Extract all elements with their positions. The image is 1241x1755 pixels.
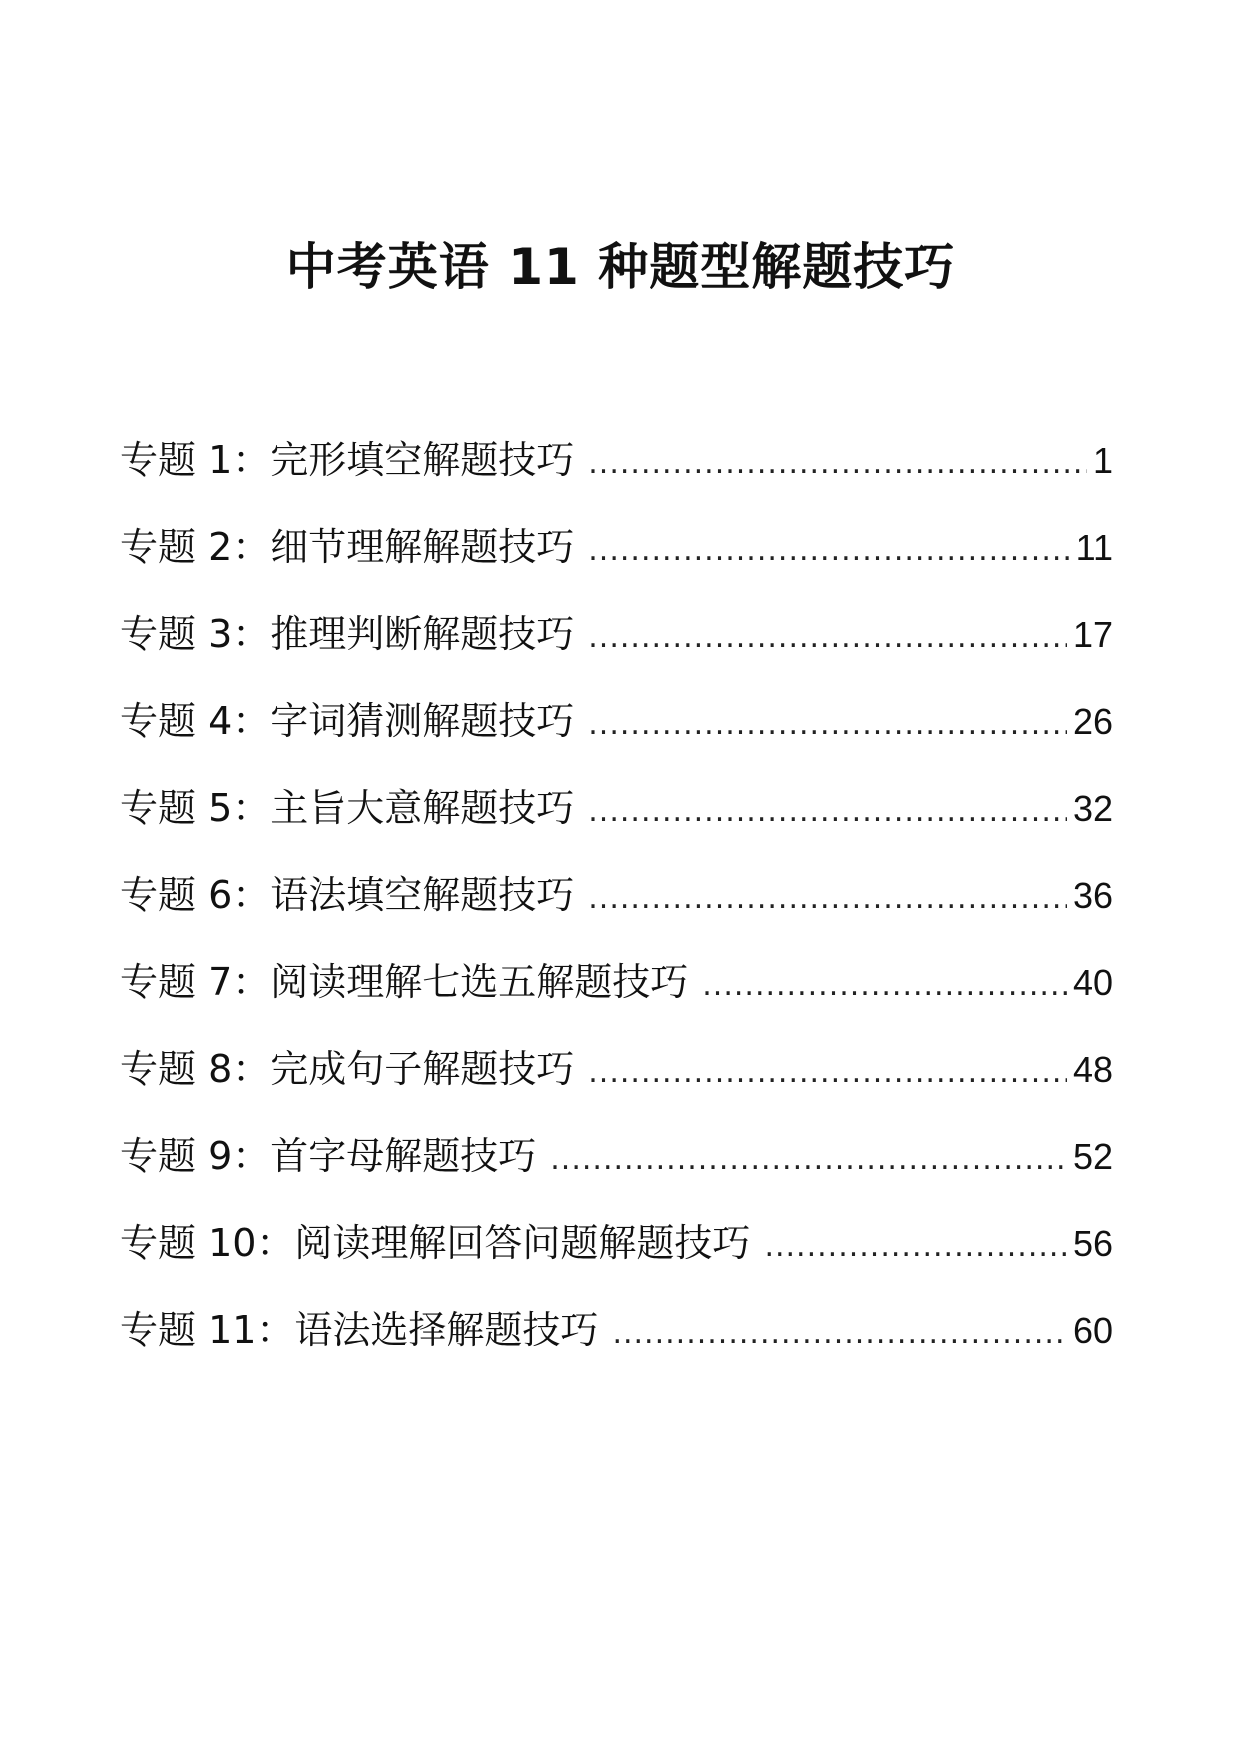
toc-page-number: 48 bbox=[1072, 1049, 1113, 1090]
toc-entry-label: 专题 9：首字母解题技巧 bbox=[120, 1134, 537, 1178]
toc-entry-1[interactable] bbox=[120, 430, 1113, 517]
toc-entry-10[interactable] bbox=[120, 1213, 1113, 1300]
toc-dot-leader bbox=[588, 1043, 1067, 1103]
toc-entry-7[interactable] bbox=[120, 952, 1113, 1039]
toc-dot-leader bbox=[588, 608, 1067, 668]
toc-page-number: 40 bbox=[1072, 962, 1113, 1003]
toc-entry-label: 专题 6：语法填空解题技巧 bbox=[120, 873, 575, 917]
toc-page-number: 17 bbox=[1072, 614, 1113, 655]
toc-dot-leader bbox=[588, 869, 1067, 929]
toc-entry-11[interactable] bbox=[120, 1300, 1113, 1387]
toc-entry-4[interactable] bbox=[120, 691, 1113, 778]
toc-entry-5[interactable] bbox=[120, 778, 1113, 865]
toc-page-number: 11 bbox=[1075, 527, 1113, 568]
toc-page-number: 36 bbox=[1072, 875, 1113, 916]
toc-page-number: 26 bbox=[1072, 701, 1113, 742]
toc-entry-label: 专题 8：完成句子解题技巧 bbox=[120, 1047, 575, 1091]
toc-entry-label: 专题 10：阅读理解回答问题解题技巧 bbox=[120, 1221, 751, 1265]
toc-entry-label: 专题 11：语法选择解题技巧 bbox=[120, 1308, 599, 1352]
toc-entry-9[interactable] bbox=[120, 1126, 1113, 1213]
toc-entry-label: 专题 1：完形填空解题技巧 bbox=[120, 438, 575, 482]
toc-dot-leader bbox=[588, 434, 1087, 494]
toc-page-number: 60 bbox=[1072, 1310, 1113, 1351]
toc-dot-leader bbox=[550, 1130, 1067, 1190]
toc-entry-label: 专题 2：细节理解解题技巧 bbox=[120, 525, 575, 569]
toc-page-number: 32 bbox=[1072, 788, 1113, 829]
document-title: 中考英语 11 种题型解题技巧 bbox=[285, 238, 956, 296]
toc-entry-3[interactable] bbox=[120, 604, 1113, 691]
toc-dot-leader bbox=[588, 521, 1069, 581]
toc-entry-6[interactable] bbox=[120, 865, 1113, 952]
toc-entry-label: 专题 5：主旨大意解题技巧 bbox=[120, 786, 575, 830]
table-of-contents bbox=[120, 430, 1113, 1387]
toc-page-number: 1 bbox=[1092, 440, 1113, 481]
toc-page-number: 56 bbox=[1072, 1223, 1113, 1264]
toc-entry-label: 专题 4：字词猜测解题技巧 bbox=[120, 699, 575, 743]
toc-dot-leader bbox=[612, 1304, 1067, 1364]
toc-dot-leader bbox=[764, 1217, 1067, 1277]
toc-entry-label: 专题 7：阅读理解七选五解题技巧 bbox=[120, 960, 689, 1004]
toc-entry-8[interactable] bbox=[120, 1039, 1113, 1126]
toc-page-number: 52 bbox=[1072, 1136, 1113, 1177]
toc-dot-leader bbox=[702, 956, 1067, 1016]
toc-entry-label: 专题 3：推理判断解题技巧 bbox=[120, 612, 575, 656]
toc-entry-2[interactable] bbox=[120, 517, 1113, 604]
toc-dot-leader bbox=[588, 695, 1067, 755]
toc-dot-leader bbox=[588, 782, 1067, 842]
